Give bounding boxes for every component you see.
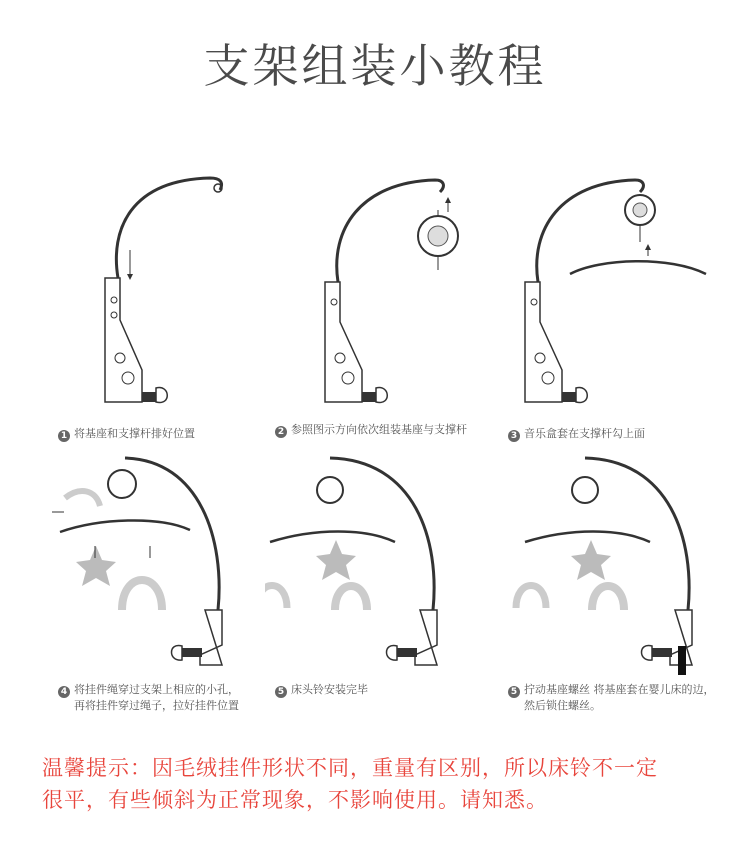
step-text: 将基座和支撑杆排好位置 — [74, 427, 195, 440]
step-number-badge: 3 — [508, 430, 520, 442]
step-text: 参照图示方向依次组装基座与支撑杆 — [291, 423, 467, 436]
step-text-line-1: 拧动基座螺丝 将基座套在婴儿床的边， — [524, 683, 715, 696]
step-number-badge: 2 — [275, 426, 287, 438]
step-4-illustration — [50, 450, 250, 675]
step-5-illustration — [265, 450, 455, 675]
step-text-line-1: 将挂件绳穿过支架上相应的小孔， — [74, 683, 239, 696]
step-5-caption — [275, 682, 368, 698]
step-text: 音乐盒套在支撑杆勾上面 — [524, 427, 645, 440]
page-title: 支架组装小教程 — [203, 39, 547, 93]
step-text-line-2: 然后锁住螺丝。 — [524, 699, 601, 712]
step-1-caption — [58, 426, 195, 442]
attach-to-crib-diagram — [510, 450, 710, 675]
step-2-caption — [275, 422, 467, 438]
step-2-illustration — [310, 170, 480, 420]
arm-music-box-and-hanger-diagram — [520, 170, 720, 420]
arm-and-base-diagram — [90, 170, 230, 420]
step-number-badge: 5 — [508, 686, 520, 698]
warning-notice — [42, 752, 732, 816]
attach-toys-diagram — [50, 450, 250, 675]
step-number-badge: 1 — [58, 430, 70, 442]
warning-line-2: 很平，有些倾斜为正常现象，不影响使用。请知悉。 — [42, 788, 548, 812]
step-6-caption — [508, 682, 715, 714]
step-4-caption — [58, 682, 239, 714]
arm-with-music-box-diagram — [310, 170, 480, 420]
step-text-line-2: 再将挂件穿过绳子，拉好挂件位置 — [74, 699, 239, 712]
step-3-caption — [508, 426, 645, 442]
step-text: 床头铃安装完毕 — [291, 683, 368, 696]
step-3-illustration — [520, 170, 720, 420]
step-number-badge: 4 — [58, 686, 70, 698]
step-1-illustration — [90, 170, 230, 420]
step-number-badge: 5 — [275, 686, 287, 698]
warning-line-1: 温馨提示：因毛绒挂件形状不同，重量有区别，所以床铃不一定 — [42, 756, 658, 780]
step-6-illustration — [510, 450, 710, 675]
completed-mobile-diagram — [265, 450, 455, 675]
